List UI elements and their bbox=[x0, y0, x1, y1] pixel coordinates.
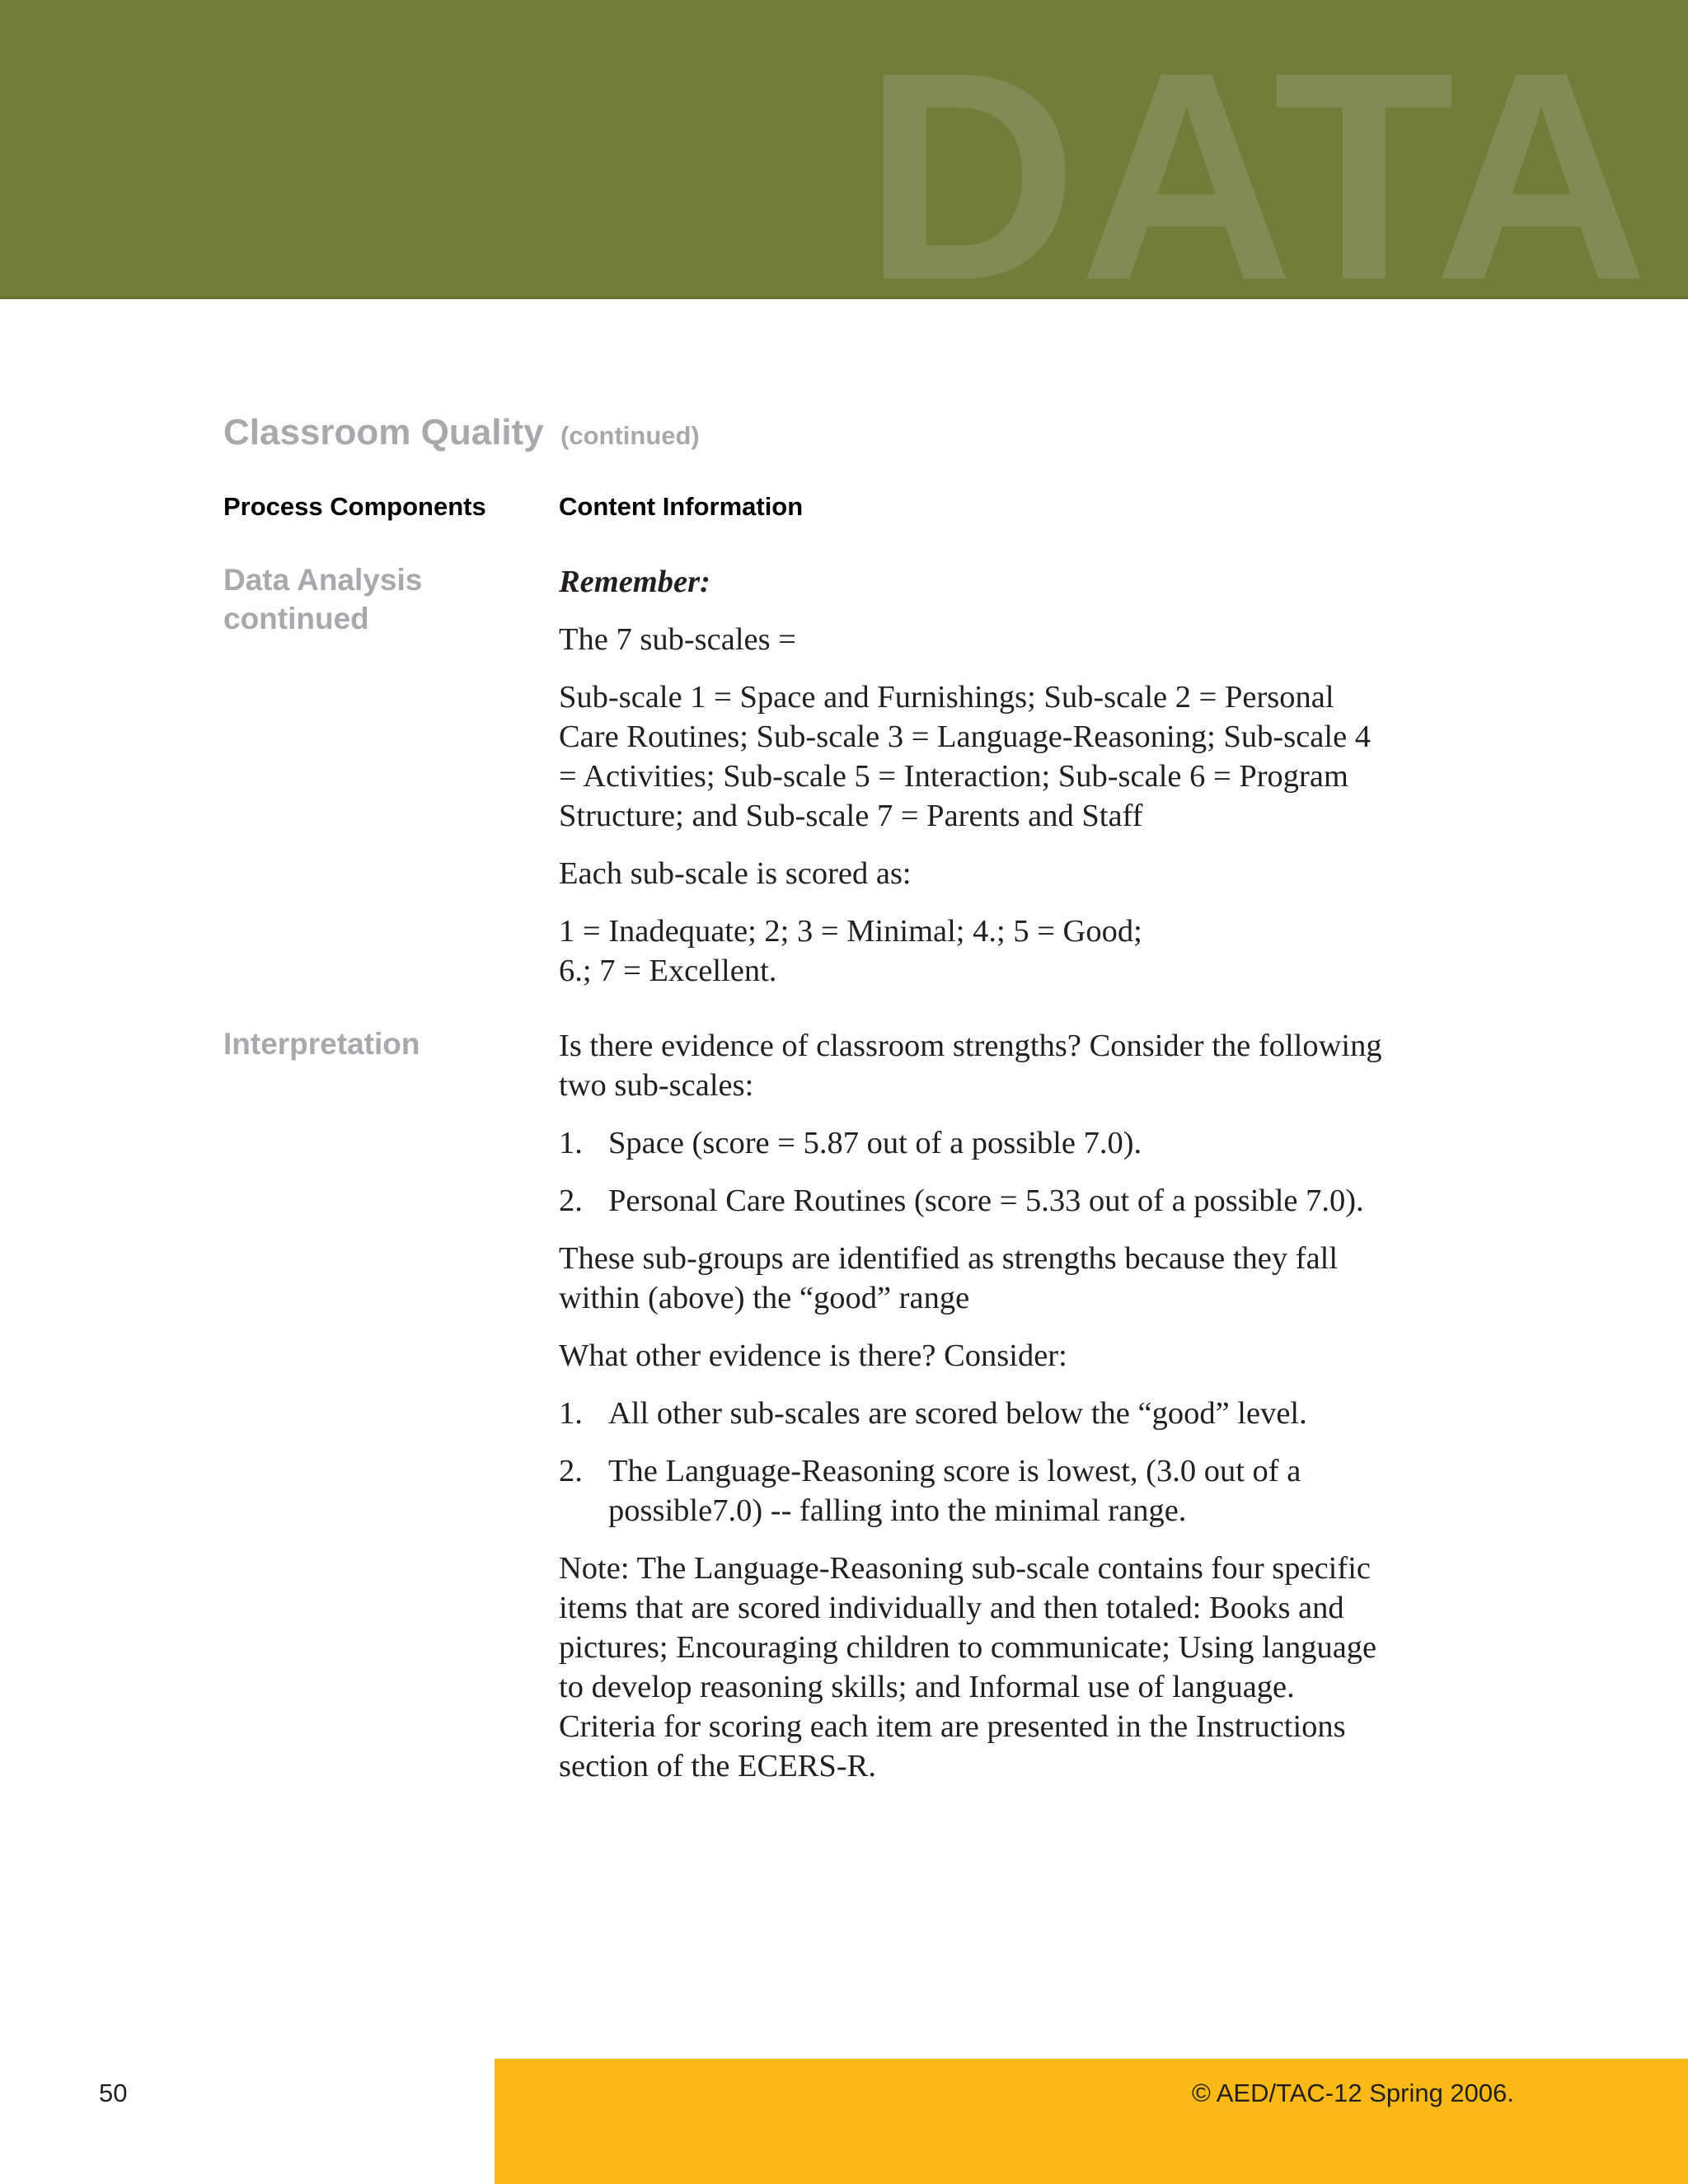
data-analysis-label bbox=[223, 560, 537, 638]
other-evidence-list bbox=[559, 1394, 1383, 1530]
section-title bbox=[223, 412, 700, 453]
scoring-intro: Each sub-scale is scored as: bbox=[559, 856, 912, 891]
section-title-text: Classroom Quality bbox=[223, 412, 544, 452]
list-item-number: 2. bbox=[559, 1183, 583, 1218]
interpretation-label: Interpretation bbox=[223, 1027, 420, 1061]
subscales-intro: The 7 sub-scales = bbox=[559, 622, 796, 657]
language-reasoning-note: Note: The Language-Reasoning sub-scale contains four specific items that are scored individually and then totaled: Books and pictures; Encouraging children to communicate; Using language to develop reasoning skills; and Informal use of language. Criteria for scoring each item are presented in the Instructions section of the ECERS-R. bbox=[559, 1551, 1377, 1783]
list-item-text: Personal Care Routines (score = 5.33 out of a possible 7.0). bbox=[608, 1183, 1364, 1218]
strengths-list bbox=[559, 1123, 1383, 1221]
section-subtitle: (continued) bbox=[560, 421, 700, 450]
list-item-text: All other sub-scales are scored below the “good” level. bbox=[608, 1396, 1307, 1431]
list-item bbox=[559, 1394, 1383, 1433]
scoring-scale-line2: 6.; 7 = Excellent. bbox=[559, 954, 777, 988]
page-number: 50 bbox=[99, 2079, 128, 2107]
data-analysis-label-line1: Data Analysis bbox=[223, 563, 423, 597]
interpretation-content bbox=[559, 1026, 1383, 1804]
list-item-text: Space (score = 5.87 out of a possible 7.0). bbox=[608, 1126, 1142, 1160]
column-header-content: Content Information bbox=[559, 492, 804, 521]
header-banner bbox=[0, 0, 1688, 297]
column-header-process: Process Components bbox=[223, 492, 486, 521]
strengths-question: Is there evidence of classroom strengths? Consider the following two sub-scales: bbox=[559, 1029, 1382, 1103]
data-analysis-label-line2: continued bbox=[223, 602, 369, 635]
list-item bbox=[559, 1123, 1383, 1163]
banner-divider bbox=[0, 297, 1688, 299]
remember-heading: Remember: bbox=[559, 565, 710, 599]
data-watermark: DATA bbox=[863, 11, 1650, 297]
strengths-explanation: These sub-groups are identified as strengths because they fall within (above) the “good” range bbox=[559, 1241, 1339, 1315]
scoring-scale-line1: 1 = Inadequate; 2; 3 = Minimal; 4.; 5 = Good; bbox=[559, 914, 1142, 949]
list-item bbox=[559, 1451, 1383, 1530]
copyright-notice: © AED/TAC-12 Spring 2006. bbox=[1192, 2079, 1515, 2107]
footer-bar bbox=[495, 2059, 1688, 2184]
list-item-number: 1. bbox=[559, 1396, 583, 1431]
other-evidence-question: What other evidence is there? Consider: bbox=[559, 1338, 1067, 1373]
data-analysis-content bbox=[559, 562, 1383, 1009]
list-item-text: The Language-Reasoning score is lowest, (3.0 out of a possible7.0) -- falling into the minimal range. bbox=[608, 1454, 1301, 1528]
scoring-scale bbox=[559, 912, 1383, 991]
list-item-number: 2. bbox=[559, 1454, 583, 1488]
list-item bbox=[559, 1181, 1383, 1221]
list-item-number: 1. bbox=[559, 1126, 583, 1160]
subscales-list-text: Sub-scale 1 = Space and Furnishings; Sub-scale 2 = Personal Care Routines; Sub-scale 3 = Language-Reasoning; Sub-scale 4 = Activities; Sub-scale 5 = Interaction; Sub-scale 6 = Program Structure; and Sub-scale 7 = Parents and Staff bbox=[559, 680, 1372, 833]
